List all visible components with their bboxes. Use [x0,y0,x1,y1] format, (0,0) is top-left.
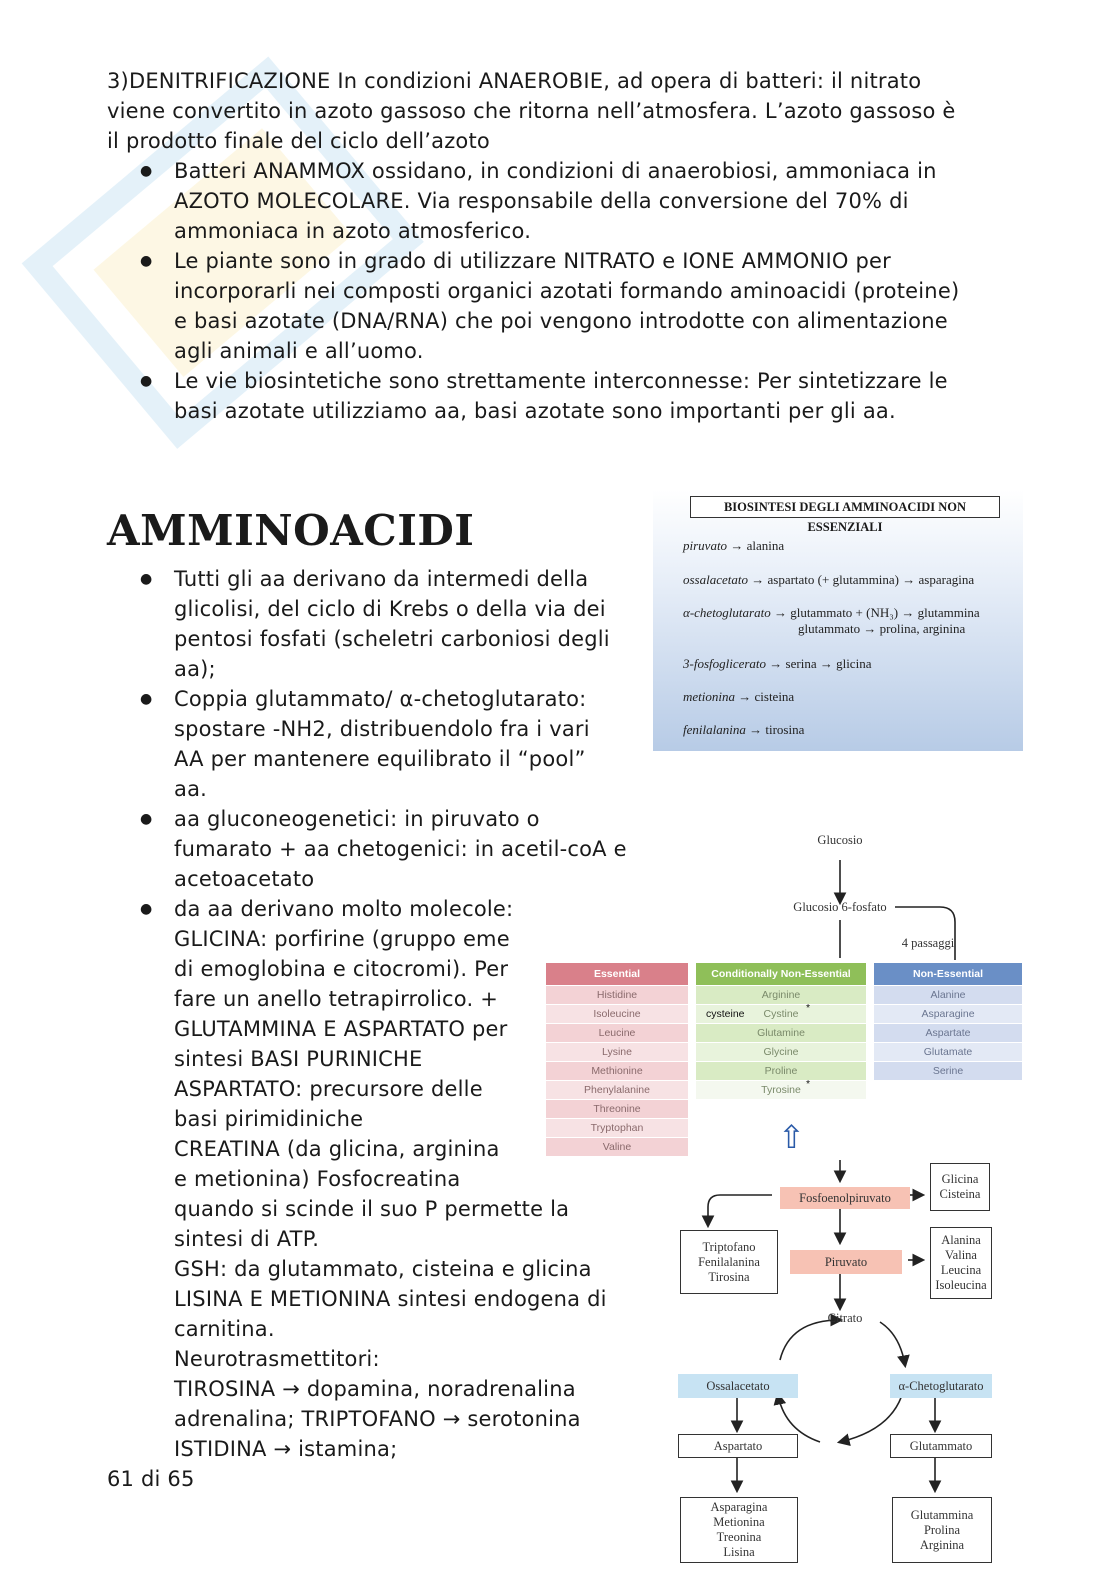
list-item: ● Batteri ANAMMOX ossidano, in condizioni di anaerobiosi, ammoniaca in AZOTO MOLECOLARE. Via responsabile della conversione del 70% di ammoniaca in azoto atmosferico. [107,156,1037,246]
table-cell: Glutamine [696,1024,866,1042]
text-line: viene convertito in azoto gassoso che ritorna nell’atmosfera. L’azoto gassoso è [107,99,956,123]
page-number: 61 di 65 [107,1467,195,1491]
pathway-piruvato: Piruvato [790,1250,902,1274]
up-arrow-icon: ⇧ [778,1118,805,1156]
table-cell: Glutamate [874,1043,1022,1061]
table-conditional [696,963,866,1099]
table-header: Conditionally Non-Essential [696,963,866,985]
section-title: AMMINOACIDI [107,506,475,555]
box-glutammina: Glutammina Prolina Arginina [892,1497,992,1563]
list-item: ● Le vie biosintetiche sono strettamente interconnesse: Per sintetizzare le basi azotate utilizziamo aa, basi azotate sono importanti per gli aa. [107,366,1037,426]
table-cell: Alanine [874,986,1022,1004]
pathway-g6p: Glucosio 6-fosfato [793,900,887,914]
table-header: Non-Essential [874,963,1022,985]
pathway-ossalacetato: Ossalacetato [678,1374,798,1398]
table-cell: Lysine [546,1043,688,1061]
table-cell: Tyrosine * [696,1081,866,1099]
table-cell: Isoleucine [546,1005,688,1023]
biosintesi-row: fenilalanina → tirosina [683,722,805,737]
table-cell: Tryptophan [546,1119,688,1137]
text-line: 3)DENITRIFICAZIONE In condizioni ANAEROBIE, ad opera di batteri: il nitrato [107,69,922,93]
table-cell: Aspartate [874,1024,1022,1042]
biosintesi-figure [653,490,1023,751]
denitrificazione-paragraph [107,66,1027,156]
biosintesi-row: metionina → cisteina [683,689,795,704]
table-cell: Proline [696,1062,866,1080]
table-cell: Arginine [696,986,866,1004]
box-aspartato: Aspartato [678,1434,798,1458]
table-cell: Histidine [546,986,688,1004]
pathway-passaggi: 4 passaggi [901,936,955,950]
table-header: Essential [546,963,688,985]
list-item: ● Tutti gli aa derivano da intermedi della glicolisi, del ciclo di Krebs o della via dei pentosi fosfati (scheletri carboniosi degli aa); [107,564,667,684]
biosintesi-row: ossalacetato → aspartato (+ glutammina) → asparagina [683,572,975,587]
table-essential [546,963,688,1156]
box-asparagina: Asparagina Metionina Treonina Lisina [680,1497,798,1563]
box-triptofano: Triptofano Fenilalanina Tirosina [680,1230,778,1294]
biosintesi-row: glutammato → prolina, arginina [798,621,966,636]
list-item: ● aa gluconeogenetici: in piruvato o fumarato + aa chetogenici: in acetil-coA e acetoacetato [107,804,667,894]
table-non-essential [874,963,1022,1080]
table-cell: Glycine [696,1043,866,1061]
pathway-pep: Fosfoenolpiruvato [780,1187,910,1209]
table-cell: cysteine Cystine * [696,1005,866,1023]
list-item: ● Coppia glutammato/ α-chetoglutarato: spostare -NH2, distribuendolo fra i vari AA per mantenere equilibrato il “pool” aa. [107,684,667,804]
pathway-achg: α-Chetoglutarato [890,1374,992,1398]
box-glicina: Glicina Cisteina [930,1163,990,1211]
pathway-citrato: Citrato [827,1311,863,1325]
table-cell: Leucine [546,1024,688,1042]
table-cell: Asparagine [874,1005,1022,1023]
list-item: ● da aa derivano molto molecole: GLICINA: porfirine (gruppo eme di emoglobina e citocromi). Per fare un anello tetrapirrolico. + GLUTAMMINA E ASPARTATO per sintesi BASI PURINICHE ASPARTATO: precursore delle basi pirimidiniche CREATINA (da glicina, arginina e metionina) Fosfocreatina quando si scinde il suo P permette la sintesi di ATP. GSH: da glutammato, cisteina e glicina LISINA E METIONINA sintesi endogena di carnitina. Neurotrasmettitori: TIROSINA → dopamina, noradrenalina adrenalina; TRIPTOFANO → serotonina ISTIDINA → istamina; [107,894,667,1464]
table-cell: Threonine [546,1100,688,1118]
box-alanina: Alanina Valina Leucina Isoleucina [930,1227,992,1299]
biosintesi-title: BIOSINTESI DEGLI AMMINOACIDI NON ESSENZIALI [690,496,1000,518]
table-cell: Valine [546,1138,688,1156]
list-item: ● Le piante sono in grado di utilizzare NITRATO e IONE AMMONIO per incorporarli nei composti organici azotati formando aminoacidi (proteine) e basi azotate (DNA/RNA) che poi vengono introdotte con alimentazione agli animali e all’uomo. [107,246,1037,366]
box-glutammato: Glutammato [890,1434,992,1458]
denitrificazione-bullets [107,156,1037,426]
table-cell: Serine [874,1062,1022,1080]
biosintesi-row: 3-fosfoglicerato → serina → glicina [683,656,872,671]
text-line: il prodotto finale del ciclo dell’azoto [107,129,490,153]
biosintesi-row: α-chetoglutarato → glutammato + (NH₃) → glutammina [683,605,980,620]
biosintesi-row: piruvato → alanina [683,538,785,553]
table-cell: Phenylalanine [546,1081,688,1099]
table-cell: Methionine [546,1062,688,1080]
pathway-glucosio: Glucosio [817,833,863,847]
